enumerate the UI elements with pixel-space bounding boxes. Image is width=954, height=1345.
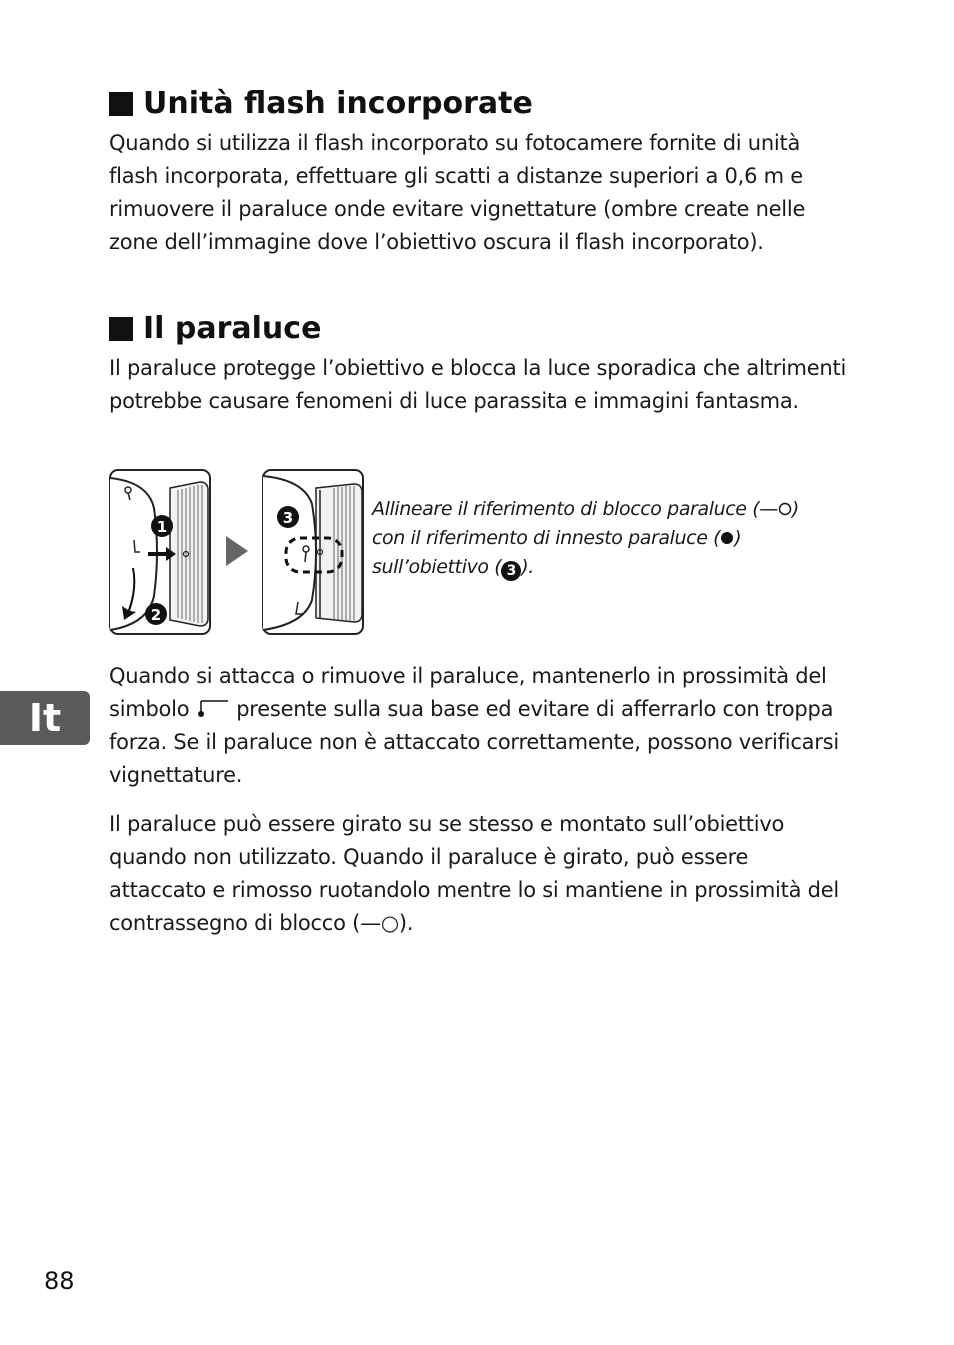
caption-line3-end: ). (521, 556, 534, 578)
step-3-label: 3 (282, 509, 294, 527)
hood-handling-text (109, 660, 849, 792)
caption-line1-end: ) (791, 498, 799, 520)
hood-handling-text-part1: Quando si attacca o rimuove il paraluce, mantenerlo in prossimità del simbolo (109, 664, 827, 721)
illustration-caption (372, 495, 832, 582)
caption-line1: Allineare il riferimento di blocco paraluce (— (372, 498, 778, 520)
caption-line2-end: ) (734, 527, 742, 549)
language-tab: It (0, 691, 90, 745)
heading-square-icon (109, 317, 133, 341)
section-body-text: Il paraluce protegge l’obiettivo e blocca la luce sporadica che altrimenti potrebbe causare fenomeni di luce parassita e immagini fantasma. (109, 356, 847, 413)
step-1-label: 1 (156, 518, 168, 536)
lock-mark-circle-icon (778, 502, 792, 516)
hood-base-symbol-icon (196, 698, 230, 718)
caption-line3: sull’obiettivo ( (372, 556, 502, 578)
step-2-label: 2 (150, 606, 162, 624)
lens-hood-diagram (108, 468, 366, 638)
page-number: 88 (44, 1267, 75, 1295)
hood-attach-panel-1 (110, 470, 210, 634)
section-heading-lens-hood (109, 311, 321, 347)
section-body-text: Quando si utilizza il flash incorporato su fotocamere fornite di unità flash incorporata, effettuare gli scatti a distanze superiori a 0,6 m e rimuovere il paraluce onde evitare vignettature (ombre create nelle zone dell’immagine dove l’obiettivo oscura il flash incorporato). (109, 131, 806, 254)
caption-line2: con il riferimento di innesto paraluce ( (372, 527, 721, 549)
hood-handling-text-part2: presente sulla sua base ed evitare di afferrarlo con troppa forza. Se il paraluce non è attaccato correttamente, possono verificarsi vignettature. (109, 697, 839, 787)
mount-mark-dot-icon (720, 531, 734, 545)
heading-square-icon (109, 92, 133, 116)
lens-hood-illustration (108, 468, 366, 638)
next-step-arrow-icon (226, 536, 248, 566)
section-title: Unità flash incorporate (143, 86, 533, 121)
step-3-inline-badge: 3 (501, 561, 521, 581)
section-heading-built-in-flash (109, 86, 533, 122)
section-title: Il paraluce (143, 311, 322, 346)
hood-reverse-text: Il paraluce può essere girato su se stesso e montato sull’obiettivo quando non utilizzato. Quando il paraluce è girato, può essere attaccato e rimosso ruotandolo mentre lo si mantiene in prossimità del contrassegno di blocco (—○). (109, 812, 839, 935)
hood-attach-panel-2 (263, 470, 363, 634)
